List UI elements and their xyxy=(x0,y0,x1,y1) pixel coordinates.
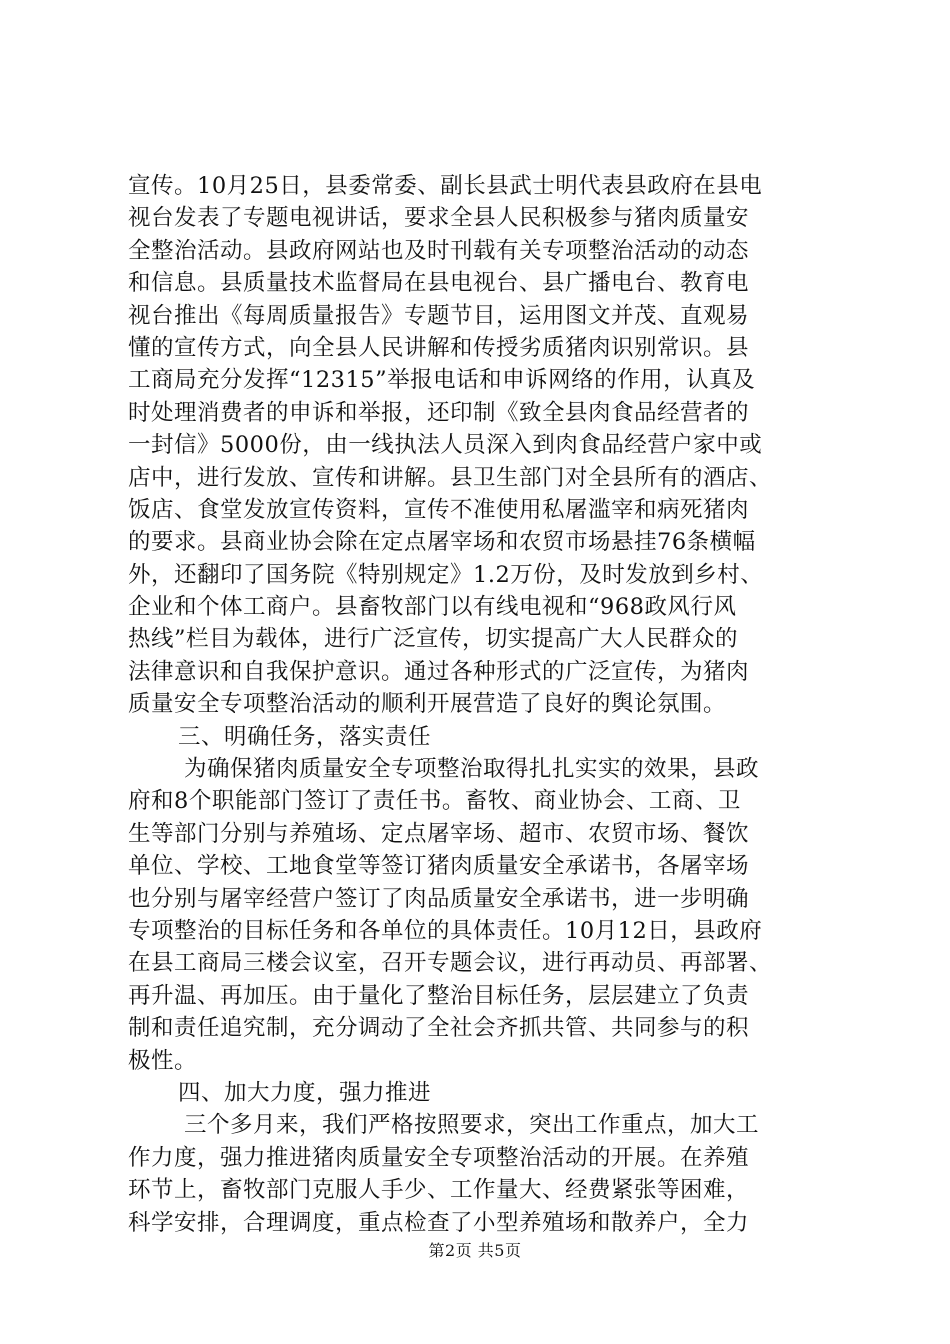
text-line: 环节上，畜牧部门克服人手少、工作量大、经费紧张等困难， xyxy=(128,1177,750,1204)
text-line: 时处理消费者的申诉和举报，还印制《致全县肉食品经营者的 xyxy=(128,399,750,426)
document-body xyxy=(128,170,828,1239)
text-line: 质量安全专项整治活动的顺利开展营造了良好的舆论氛围。 xyxy=(128,691,727,718)
page-number-footer: 第2页 共5页 xyxy=(428,1241,522,1260)
section-heading: 三、明确任务，落实责任 xyxy=(178,723,432,750)
text-line: 制和责任追究制，充分调动了全社会齐抓共管、共同参与的积 xyxy=(128,1015,750,1042)
text-line: 饭店、食堂发放宣传资料，宣传不准使用私屠滥宰和病死猪肉 xyxy=(128,496,750,523)
text-line: 府和8个职能部门签订了责任书。畜牧、商业协会、工商、卫 xyxy=(128,788,741,815)
text-line: 生等部门分别与养殖场、定点屠宰场、超市、农贸市场、餐饮 xyxy=(128,820,750,847)
text-line: 和信息。县质量技术监督局在县电视台、县广播电台、教育电 xyxy=(128,270,750,297)
text-line: 视台发表了专题电视讲话，要求全县人民积极参与猪肉质量安 xyxy=(128,205,750,232)
text-line: 法律意识和自我保护意识。通过各种形式的广泛宣传，为猪肉 xyxy=(128,658,750,685)
text-line: 为确保猪肉质量安全专项整治取得扎扎实实的效果，县政 xyxy=(184,756,760,783)
text-line: 宣传。10月25日，县委常委、副长县武士明代表县政府在县电 xyxy=(128,173,763,199)
text-line: 全整治活动。县政府网站也及时刊载有关专项整治活动的动态 xyxy=(128,237,750,264)
section-heading: 四、加大力度，强力推进 xyxy=(178,1079,432,1106)
text-line: 一封信》5000份，由一线执法人员深入到肉食品经营户家中或 xyxy=(128,432,763,459)
text-line: 懂的宣传方式，向全县人民讲解和传授劣质猪肉识别常识。县 xyxy=(128,334,750,361)
text-line: 作力度，强力推进猪肉质量安全专项整治活动的开展。在养殖 xyxy=(128,1144,750,1171)
text-line: 极性。 xyxy=(128,1047,198,1074)
text-line: 外，还翻印了国务院《特别规定》1.2万份，及时发放到乡村、 xyxy=(128,561,764,588)
text-line: 企业和个体工商户。县畜牧部门以有线电视和“968政风行风 xyxy=(128,594,737,621)
text-line: 工商局充分发挥“12315”举报电话和申诉网络的作用，认真及 xyxy=(128,367,756,394)
text-line: 单位、学校、工地食堂等签订猪肉质量安全承诺书，各屠宰场 xyxy=(128,853,750,880)
text-line: 三个多月来，我们严格按照要求，突出工作重点，加大工 xyxy=(184,1112,760,1139)
text-line: 店中，进行发放、宣传和讲解。县卫生部门对全县所有的酒店、 xyxy=(128,464,773,491)
text-line: 在县工商局三楼会议室，召开专题会议，进行再动员、再部署、 xyxy=(128,950,773,977)
text-line: 视台推出《每周质量报告》专题节目，运用图文并茂、直观易 xyxy=(128,302,750,329)
text-line: 也分别与屠宰经营户签订了肉品质量安全承诺书，进一步明确 xyxy=(128,885,750,912)
text-line: 热线”栏目为载体，进行广泛宣传，切实提高广大人民群众的 xyxy=(128,626,739,653)
text-line: 科学安排，合理调度，重点检查了小型养殖场和散养户，全力 xyxy=(128,1209,750,1236)
text-line: 的要求。县商业协会除在定点屠宰场和农贸市场悬挂76条横幅 xyxy=(128,529,756,556)
text-line: 专项整治的目标任务和各单位的具体责任。10月12日，县政府 xyxy=(128,917,763,944)
text-line: 再升温、再加压。由于量化了整治目标任务，层层建立了负责 xyxy=(128,982,750,1009)
